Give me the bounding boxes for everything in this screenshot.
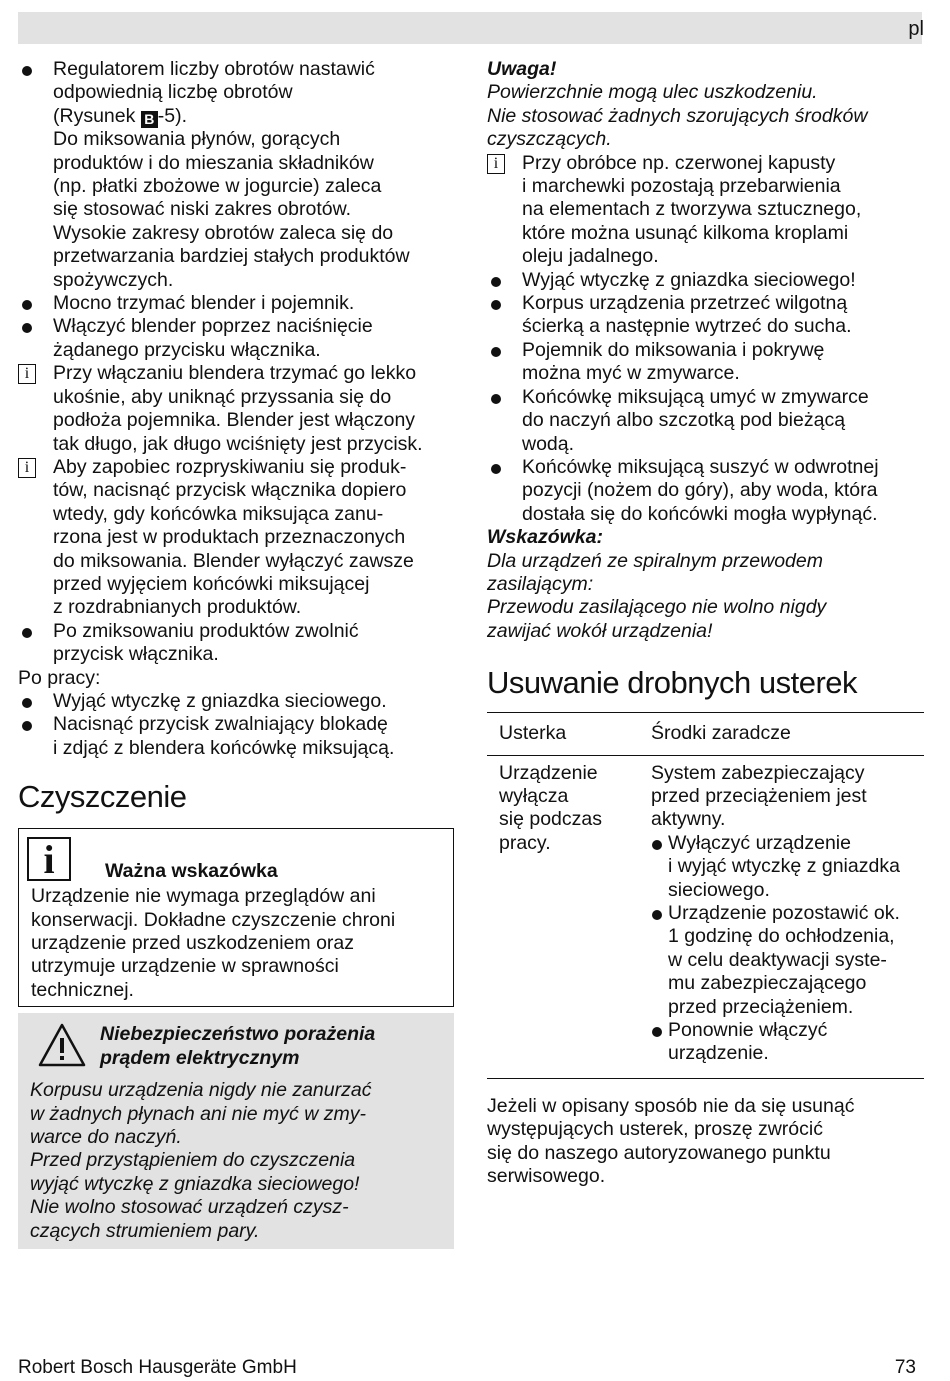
caution-title: Uwaga! bbox=[487, 58, 557, 80]
list-item: Regulatorem liczby obrotów nastawić odpowiednią liczbę obrotów (Rysunek B -5). bbox=[18, 58, 454, 128]
language-code: pl bbox=[908, 18, 924, 40]
list-item-continuation: Do miksowania płynów, gorących produktów i do mieszania składników (np. płatki zbożowe w jogurcie) zaleca się stosować niski zakres obrotów. Wysokie zakresy obrotów zaleca się do przetwarzania bardziej stałych produktów spożywczych. bbox=[53, 128, 410, 291]
section-title-cleaning: Czyszczenie bbox=[18, 779, 187, 815]
list-item: Wyjąć wtyczkę z gniazdka sieciowego. bbox=[18, 690, 454, 713]
important-note-box bbox=[18, 828, 454, 1007]
column-header-remedy: Środki zaradcze bbox=[639, 713, 924, 755]
list-item: Nacisnąć przycisk zwalniający blokadę i zdjąć z blendera końcówkę miksującą. bbox=[18, 713, 454, 760]
warning-title: Niebezpieczeństwo porażenia prądem elektrycznym bbox=[100, 1023, 376, 1069]
list-item: Pojemnik do miksowania i pokrywę można myć w zmywarce. bbox=[487, 339, 924, 386]
remedy-step: Wyłączyć urządzenie i wyjąć wtyczkę z gniazdka sieciowego. bbox=[651, 832, 924, 902]
hint-text: Dla urządzeń ze spiralnym przewodem zasilającym: Przewodu zasilającego nie wolno nigdy zawijać wokół urządzenia! bbox=[487, 549, 827, 642]
footer-company: Robert Bosch Hausgeräte GmbH bbox=[18, 1357, 297, 1378]
info-icon: i bbox=[487, 154, 505, 174]
list-item: Końcówkę miksującą umyć w zmywarce do naczyń albo szczotką pod bieżącą wodą. bbox=[487, 386, 924, 456]
right-column bbox=[487, 58, 924, 1188]
remedy-cause: System zabezpieczający przed przeciążeniem jest aktywny. bbox=[651, 761, 867, 831]
caution-text: Powierzchnie mogą ulec uszkodzeniu. Nie stosować żadnych szorujących środków czyszczących. bbox=[487, 81, 868, 151]
figure-b-icon: B bbox=[141, 111, 158, 128]
list-item: Po zmiksowaniu produktów zwolnić przycisk włącznika. bbox=[18, 620, 454, 667]
info-icon: i bbox=[18, 364, 36, 384]
info-icon: i bbox=[18, 458, 36, 478]
info-item: i Przy włączaniu blendera trzymać go lekko ukośnie, aby uniknąć przyssania się do podłoża pojemnika. Blender jest włączony tak długo, jak długo wciśnięty jest przycisk. bbox=[18, 362, 454, 456]
warning-triangle-icon bbox=[38, 1023, 86, 1067]
info-icon: i bbox=[27, 837, 71, 881]
list-item: Końcówkę miksującą suszyć w odwrotnej pozycji (nożem do góry), aby woda, która dostała się do końcówki mogła wypłynąć. bbox=[487, 456, 924, 526]
warning-text: Korpusu urządzenia nigdy nie zanurzać w żadnych płynach ani nie myć w zmy- warce do naczyń. Przed przystąpieniem do czyszczenia wyjąć wtyczkę z gniazdka sieciowego! Nie wolno stosować urządzeń czysz- czących strumieniem pary. bbox=[30, 1079, 372, 1242]
remedy-step: Urządzenie pozostawić ok. 1 godzinę do ochłodzenia, w celu deaktywacji syste- mu zabezpieczającego przed przeciążeniem. bbox=[651, 902, 924, 1019]
hint-title: Wskazówka: bbox=[487, 526, 603, 549]
remedy-cell bbox=[639, 755, 924, 1078]
list-item: Włączyć blender poprzez naciśnięcie żądanego przycisku włącznika. bbox=[18, 315, 454, 362]
troubleshooting-table bbox=[487, 712, 924, 1079]
list-item: Wyjąć wtyczkę z gniazdka sieciowego! bbox=[487, 269, 924, 292]
section-title-troubleshooting: Usuwanie drobnych usterek bbox=[487, 665, 858, 701]
fault-cell: Urządzenie wyłącza się podczas pracy. bbox=[487, 755, 639, 1078]
list-item: Mocno trzymać blender i pojemnik. bbox=[18, 292, 454, 315]
electric-shock-warning bbox=[18, 1013, 454, 1249]
remedy-step: Ponownie włączyć urządzenie. bbox=[651, 1019, 924, 1066]
column-header-fault: Usterka bbox=[487, 713, 639, 755]
info-item: i Przy obróbce np. czerwonej kapusty i marchewki pozostają przebarwienia na elementach z tworzywa sztucznego, które można usunąć kilkoma kroplami oleju jadalnego. bbox=[487, 152, 924, 269]
info-item: i Aby zapobiec rozpryskiwaniu się produk- tów, nacisnąć przycisk włącznika dopiero wtedy, gdy końcówka miksująca zanu- rzona jest w produktach przeznaczonych do miksowania. Blender wyłączyć zawsze przed wyjęciem końcówki miksującej z rozdrabnianych produktów. bbox=[18, 456, 454, 620]
left-column bbox=[18, 58, 454, 1249]
note-title: Ważna wskazówka bbox=[105, 859, 278, 882]
header-bar bbox=[18, 12, 922, 44]
list-item: Korpus urządzenia przetrzeć wilgotną ścierką a następnie wytrzeć do sucha. bbox=[487, 292, 924, 339]
service-note: Jeżeli w opisany sposób nie da się usunąć występujących usterek, proszę zwrócić się do naszego autoryzowanego punktu serwisowego. bbox=[487, 1094, 855, 1188]
after-use-label: Po pracy: bbox=[18, 666, 101, 689]
table-row bbox=[487, 755, 924, 1078]
note-text: Urządzenie nie wymaga przeglądów ani konserwacji. Dokładne czyszczenie chroni urządzenie przed uszkodzeniem oraz utrzymuje urządzenie w sprawności technicznej. bbox=[31, 885, 396, 1001]
page-number: 73 bbox=[894, 1357, 916, 1378]
table-header-row bbox=[487, 713, 924, 755]
